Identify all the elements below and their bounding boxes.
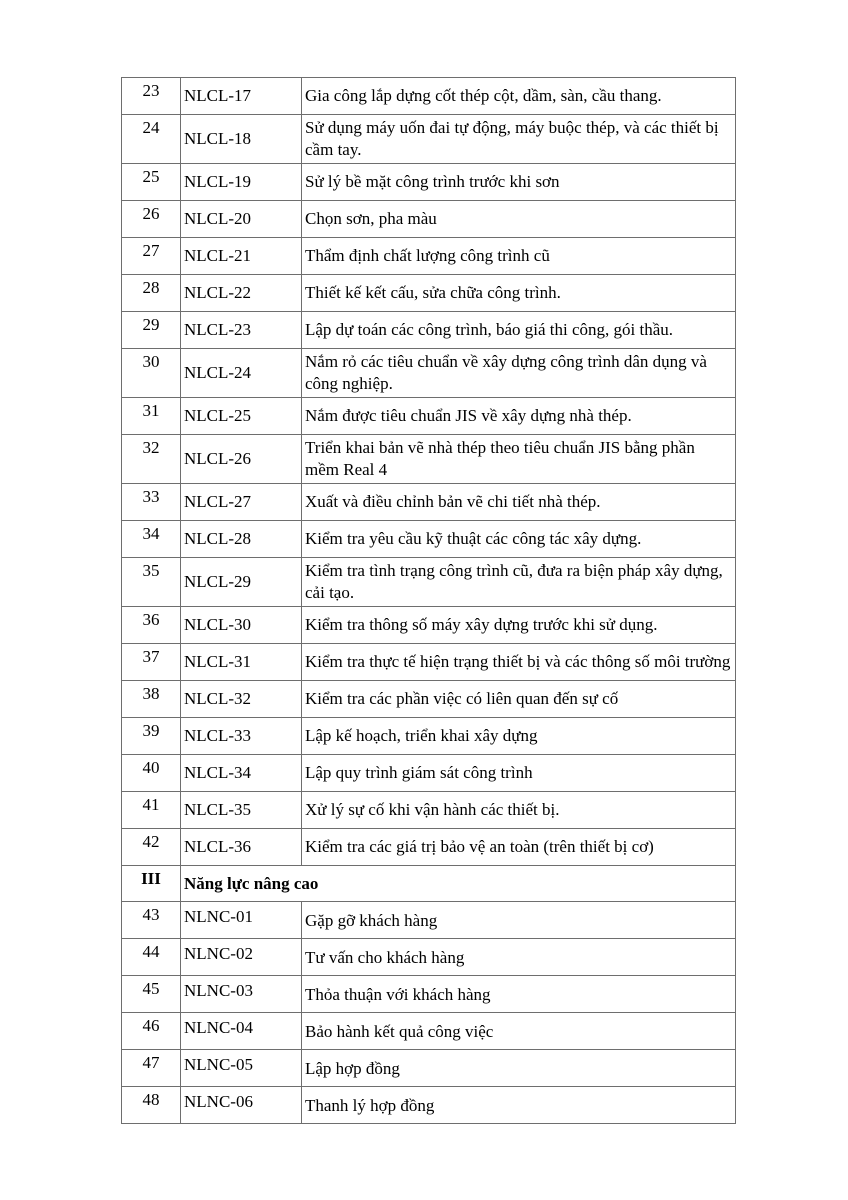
row-description: Lập dự toán các công trình, báo giá thi công, gói thầu. <box>302 312 736 349</box>
row-description: Kiểm tra tình trạng công trình cũ, đưa ra biện pháp xây dựng, cải tạo. <box>302 558 736 607</box>
row-code: NLCL-31 <box>181 644 302 681</box>
row-description: Nắm được tiêu chuẩn JIS về xây dựng nhà thép. <box>302 398 736 435</box>
table-row <box>122 644 736 681</box>
row-number: 33 <box>122 484 181 521</box>
row-description: Xuất và điều chỉnh bản vẽ chi tiết nhà thép. <box>302 484 736 521</box>
table-row <box>122 521 736 558</box>
table-row <box>122 78 736 115</box>
table-row <box>122 792 736 829</box>
row-code: NLCL-17 <box>181 78 302 115</box>
row-description: Thỏa thuận với khách hàng <box>302 976 736 1013</box>
row-description: Chọn sơn, pha màu <box>302 201 736 238</box>
row-code: NLNC-02 <box>181 939 302 976</box>
table-row <box>122 164 736 201</box>
row-number: 30 <box>122 349 181 398</box>
row-number: 24 <box>122 115 181 164</box>
row-code: NLNC-06 <box>181 1087 302 1124</box>
row-number: 47 <box>122 1050 181 1087</box>
row-number: 43 <box>122 902 181 939</box>
row-description: Kiểm tra yêu cầu kỹ thuật các công tác xây dựng. <box>302 521 736 558</box>
row-description: Nắm rỏ các tiêu chuẩn về xây dựng công trình dân dụng và công nghiệp. <box>302 349 736 398</box>
row-description: Kiểm tra thực tế hiện trạng thiết bị và các thông số môi trường <box>302 644 736 681</box>
table-row <box>122 902 736 939</box>
row-number: 37 <box>122 644 181 681</box>
row-code: NLNC-04 <box>181 1013 302 1050</box>
row-number: 38 <box>122 681 181 718</box>
row-description: Gia công lắp dựng cốt thép cột, dầm, sàn, cầu thang. <box>302 78 736 115</box>
row-number: 32 <box>122 435 181 484</box>
table-row <box>122 275 736 312</box>
row-number: 26 <box>122 201 181 238</box>
row-code: NLNC-01 <box>181 902 302 939</box>
row-code: NLCL-21 <box>181 238 302 275</box>
row-number: 27 <box>122 238 181 275</box>
row-number: 25 <box>122 164 181 201</box>
row-description: Tư vấn cho khách hàng <box>302 939 736 976</box>
row-number: 31 <box>122 398 181 435</box>
row-description: Lập kế hoạch, triển khai xây dựng <box>302 718 736 755</box>
row-code: NLCL-23 <box>181 312 302 349</box>
row-code: NLCL-19 <box>181 164 302 201</box>
row-description: Lập hợp đồng <box>302 1050 736 1087</box>
row-code: NLNC-03 <box>181 976 302 1013</box>
row-description: Kiểm tra thông số máy xây dựng trước khi sử dụng. <box>302 607 736 644</box>
table-row <box>122 718 736 755</box>
row-code: NLCL-24 <box>181 349 302 398</box>
row-description: Bảo hành kết quả công việc <box>302 1013 736 1050</box>
row-code: NLCL-27 <box>181 484 302 521</box>
row-description: Triển khai bản vẽ nhà thép theo tiêu chuẩn JIS bằng phần mềm Real 4 <box>302 435 736 484</box>
table-row <box>122 1087 736 1124</box>
table-row <box>122 558 736 607</box>
table-row <box>122 755 736 792</box>
row-code: NLNC-05 <box>181 1050 302 1087</box>
row-description: Kiểm tra các giá trị bảo vệ an toàn (trên thiết bị cơ) <box>302 829 736 866</box>
row-description: Xử lý sự cố khi vận hành các thiết bị. <box>302 792 736 829</box>
row-code: NLCL-33 <box>181 718 302 755</box>
row-number: 42 <box>122 829 181 866</box>
table-row <box>122 312 736 349</box>
table-row <box>122 398 736 435</box>
row-number: 48 <box>122 1087 181 1124</box>
row-description: Gặp gỡ khách hàng <box>302 902 736 939</box>
row-code: NLCL-32 <box>181 681 302 718</box>
table-row <box>122 939 736 976</box>
row-code: NLCL-36 <box>181 829 302 866</box>
table-row <box>122 484 736 521</box>
row-description: Kiểm tra các phần việc có liên quan đến sự cố <box>302 681 736 718</box>
row-description: Thanh lý hợp đồng <box>302 1087 736 1124</box>
section-numeral: III <box>122 866 181 902</box>
row-description: Thiết kế kết cấu, sửa chữa công trình. <box>302 275 736 312</box>
row-code: NLCL-26 <box>181 435 302 484</box>
row-number: 35 <box>122 558 181 607</box>
row-description: Lập quy trình giám sát công trình <box>302 755 736 792</box>
table-row <box>122 349 736 398</box>
row-code: NLCL-29 <box>181 558 302 607</box>
row-number: 44 <box>122 939 181 976</box>
row-code: NLCL-18 <box>181 115 302 164</box>
row-description: Sử lý bề mặt công trình trước khi sơn <box>302 164 736 201</box>
row-number: 36 <box>122 607 181 644</box>
row-description: Sử dụng máy uốn đai tự động, máy buộc thép, và các thiết bị cầm tay. <box>302 115 736 164</box>
row-code: NLCL-35 <box>181 792 302 829</box>
row-code: NLCL-34 <box>181 755 302 792</box>
row-number: 29 <box>122 312 181 349</box>
row-number: 23 <box>122 78 181 115</box>
row-number: 46 <box>122 1013 181 1050</box>
row-description: Thẩm định chất lượng công trình cũ <box>302 238 736 275</box>
row-number: 39 <box>122 718 181 755</box>
row-code: NLCL-28 <box>181 521 302 558</box>
table-row <box>122 976 736 1013</box>
row-code: NLCL-20 <box>181 201 302 238</box>
row-number: 28 <box>122 275 181 312</box>
table-row <box>122 1013 736 1050</box>
row-code: NLCL-30 <box>181 607 302 644</box>
table-row <box>122 607 736 644</box>
row-number: 34 <box>122 521 181 558</box>
row-number: 40 <box>122 755 181 792</box>
table-row <box>122 681 736 718</box>
table-row <box>122 238 736 275</box>
row-code: NLCL-25 <box>181 398 302 435</box>
table-row <box>122 829 736 866</box>
table-row <box>122 1050 736 1087</box>
table-row <box>122 115 736 164</box>
row-number: 45 <box>122 976 181 1013</box>
table-row <box>122 201 736 238</box>
row-number: 41 <box>122 792 181 829</box>
section-header-row <box>122 866 736 902</box>
competency-table <box>121 77 736 1124</box>
row-code: NLCL-22 <box>181 275 302 312</box>
table-row <box>122 435 736 484</box>
section-title: Năng lực nâng cao <box>181 866 736 902</box>
